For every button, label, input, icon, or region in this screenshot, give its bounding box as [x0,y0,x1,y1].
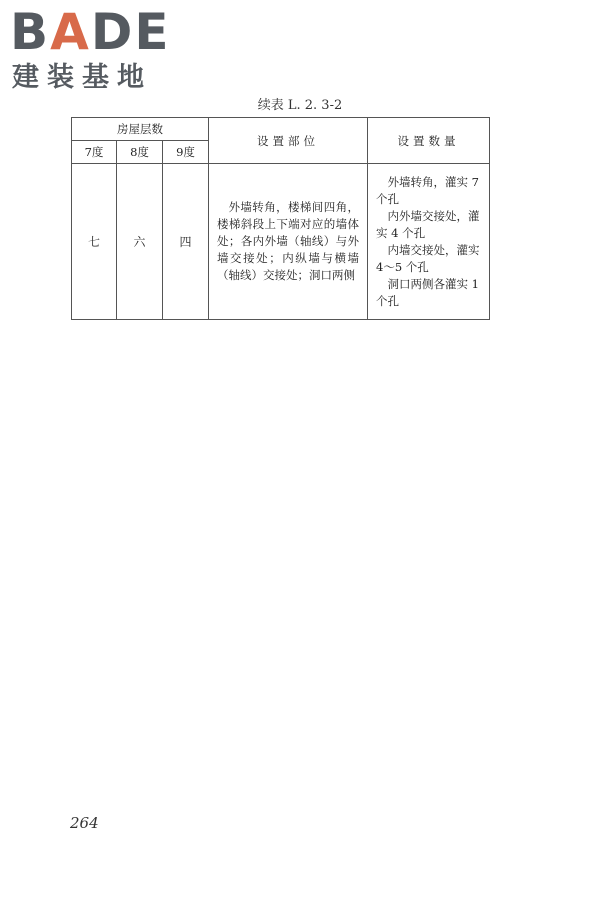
logo-letter-a: A [50,3,91,61]
bade-logo [10,4,180,94]
header-degree-7: 7度 [72,141,117,164]
header-position: 设置部位 [209,118,368,164]
spec-table [71,117,490,320]
header-degree-8: 8度 [117,141,163,164]
header-row-1 [72,118,490,141]
header-floors: 房屋层数 [72,118,209,141]
logo-letter-b: B [10,3,51,61]
header-degree-9: 9度 [163,141,209,164]
value-degree-9: 四 [163,164,209,320]
logo-wordmark [10,4,171,60]
quantity-cell [368,164,490,320]
quantity-line: 内外墙交接处，灌实 4 个孔 [376,208,480,240]
position-text: 外墙转角，楼梯间四角，楼梯斜段上下端对应的墙体处；各内外墙（轴线）与外墙交接处；内纵墙与横墙（轴线）交接处；洞口两侧 [217,200,359,282]
quantity-line: 外墙转角，灌实 7 个孔 [376,174,479,206]
header-quantity: 设置数量 [368,118,490,164]
value-degree-8: 六 [117,164,163,320]
position-cell [209,164,368,320]
logo-letters-de: DE [90,3,171,61]
logo-subtitle: 建装基地 [12,62,152,93]
quantity-line: 洞口两侧各灌实 1 个孔 [376,276,479,308]
page-number: 264 [70,814,99,832]
value-degree-7: 七 [72,164,117,320]
quantity-line: 内墙交接处，灌实 4～5 个孔 [376,242,480,274]
table-title: 续表 L. 2. 3-2 [257,98,343,113]
table-row [72,164,490,320]
